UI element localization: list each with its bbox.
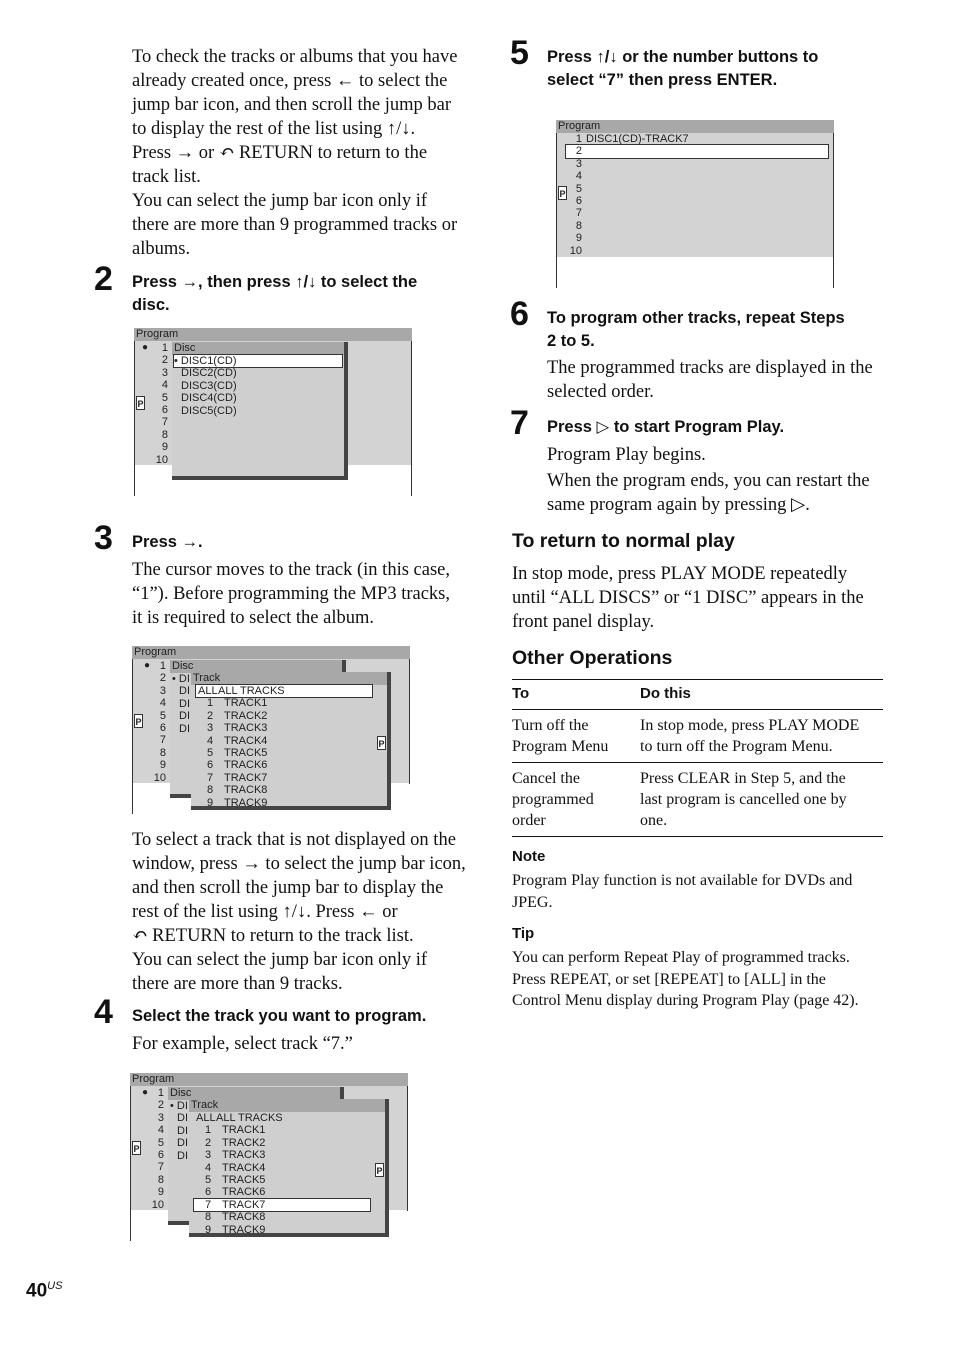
track-panel: Track ALLALL TRACKS 1 TRACK1 2 TRACK2 3 TRACK3 4 TRACK4 5 TRACK5 6 TRACK6 7 TRACK7 8 TRACK8 9 TRACK9 P: [191, 672, 391, 810]
osd-program-track7: Program ● 1 2 3 4 5 6 7 8 9 10 P Disc • DI DI DI DI DI Track ALLALL TRACKS 1 TRACK1 2 TRACK2 3 TRACK3 4 TRACK4 5 TRACK5 6 TRACK6 7 TRACK7 8 TRACK8 9 TRACK9 P: [130, 1073, 408, 1241]
step-number: 7: [510, 404, 529, 442]
program-entry[interactable]: 1 DISC1(CD)-TRACK7: [575, 133, 689, 145]
step-title: Press ↑/↓ or the number buttons to select “7” then press ENTER.: [547, 48, 819, 89]
track-item[interactable]: 5 TRACK5: [207, 746, 268, 759]
note-label: Note: [512, 848, 546, 865]
disc-panel: Disc • DI DI DI DI DI: [168, 1087, 344, 1225]
track-item[interactable]: 6 TRACK6: [205, 1186, 266, 1199]
step-body: The programmed tracks are displayed in the selected order.: [547, 358, 873, 402]
track-item[interactable]: ALLALL TRACKS: [196, 1112, 283, 1124]
track-item[interactable]: 2 TRACK2: [207, 709, 268, 722]
operations-table: [512, 679, 883, 837]
disc-panel: Disc • DI DI DI DI DI: [170, 660, 346, 798]
table-row: Cancel the programmed order Press CLEAR in Step 5, and the last program is cancelled one by one.: [512, 763, 883, 837]
step-title: Press →.: [132, 533, 203, 551]
track-item[interactable]: 3 TRACK3: [205, 1149, 266, 1162]
track-item[interactable]: 4 TRACK4: [205, 1161, 266, 1174]
step-number: 6: [510, 295, 529, 333]
step-title: Select the track you want to program.: [132, 1007, 427, 1025]
disc-panel: Disc • DISC1(CD) DISC2(CD) DISC3(CD) DISC4(CD) DISC5(CD): [172, 342, 348, 480]
jump-bar-icon[interactable]: P: [558, 186, 567, 200]
track-item[interactable]: 2 TRACK2: [205, 1136, 266, 1149]
section-heading: To return to normal play: [512, 530, 735, 552]
track-item[interactable]: 9 TRACK9: [205, 1223, 266, 1236]
track-item[interactable]: 3 TRACK3: [207, 722, 268, 735]
track-item[interactable]: 7 TRACK7: [194, 1199, 370, 1211]
program-entry[interactable]: 3: [575, 157, 582, 170]
step-title: Press ▷ to start Program Play.: [547, 418, 785, 436]
track-item[interactable]: 4 TRACK4: [207, 734, 268, 747]
step-number: 5: [510, 34, 529, 72]
bullet-icon: ●: [142, 342, 149, 353]
tip-label: Tip: [512, 925, 535, 942]
program-entry[interactable]: 5: [575, 182, 582, 195]
track-item[interactable]: 1 TRACK1: [205, 1124, 266, 1137]
jump-bar-paragraph: To select a track that is not displayed on the window, press → to select the jump bar icon, and then scroll the jump bar to display the rest of the list using ↑/↓. Press ← or ↶ RETURN to return to the track list. You can select the jump bar icon only if there are more than 9 tracks.: [132, 830, 466, 994]
jump-bar-icon[interactable]: P: [377, 736, 386, 750]
step-body: The cursor moves to the track (in this case, “1”). Before programming the MP3 tracks, it is required to select the album.: [132, 560, 451, 628]
osd-program-disc: Program ● 1 2 3 4 5 6 7 8 9 10 P Disc • DISC1(CD) DISC2(CD) DISC3(CD) DISC4(CD) DISC5(CD): [134, 328, 412, 496]
track-item[interactable]: 5 TRACK5: [205, 1173, 266, 1186]
program-entry[interactable]: 6: [575, 194, 582, 207]
track-panel: Track ALLALL TRACKS 1 TRACK1 2 TRACK2 3 TRACK3 4 TRACK4 5 TRACK5 6 TRACK6 7 TRACK7 8 TRACK8 9 TRACK9 P: [189, 1099, 389, 1237]
bullet-icon: ●: [144, 660, 151, 671]
track-item[interactable]: 9 TRACK9: [207, 796, 268, 809]
track-item[interactable]: 8 TRACK8: [207, 784, 268, 797]
jump-bar-icon[interactable]: P: [134, 714, 143, 728]
note-body: Program Play function is not available for DVDs and JPEG.: [512, 872, 853, 911]
program-entry[interactable]: 2: [566, 145, 828, 157]
jump-bar-icon[interactable]: P: [132, 1141, 141, 1155]
program-entry[interactable]: 9: [575, 232, 582, 245]
tip-body: You can perform Repeat Play of programmed tracks. Press REPEAT, or set [REPEAT] to [ALL] in the Control Menu display during Program Play (page 42).: [512, 949, 859, 1009]
program-numbers: 1 2 3 4 5 6 7 8 9 10: [151, 1087, 164, 1211]
table-row: Turn off the Program Menu In stop mode, press PLAY MODE to turn off the Program Menu.: [512, 710, 883, 763]
track-item[interactable]: ALLALL TRACKS: [196, 685, 372, 697]
program-entry[interactable]: 8: [575, 219, 582, 232]
table-header-do: Do this: [640, 680, 883, 710]
track-item[interactable]: 7 TRACK7: [207, 771, 268, 784]
track-item[interactable]: 8 TRACK8: [205, 1211, 266, 1224]
disc-item[interactable]: DISC3(CD): [181, 379, 237, 392]
bullet-icon: ●: [142, 1087, 149, 1098]
step-title: Press →, then press ↑/↓ to select the disc.: [132, 273, 418, 314]
intro-paragraph: To check the tracks or albums that you have already created once, press ← to select the jump bar icon, and then scroll the jump bar to display the rest of the list using ↑/↓. Press → or ↶ RETURN to return to the track list. You can select the jump bar icon only if there are more than 9 programmed tracks or albums.: [132, 47, 458, 259]
step-number: 2: [94, 260, 113, 298]
track-item[interactable]: 1 TRACK1: [207, 697, 268, 710]
step-number: 3: [94, 519, 113, 557]
table-header-to: To: [512, 680, 640, 710]
program-entry[interactable]: 7: [575, 207, 582, 220]
jump-bar-icon[interactable]: P: [375, 1163, 384, 1177]
step-number: 4: [94, 993, 113, 1031]
page-number: $40^{US}$: [26, 1280, 63, 1302]
disc-item[interactable]: • DISC1(CD): [174, 355, 342, 367]
program-numbers: 1 2 3 4 5 6 7 8 9 10: [153, 660, 166, 784]
step-body: Program Play begins. When the program ends, you can restart the same program again by pressing ▷.: [547, 445, 870, 515]
program-entry[interactable]: 4: [575, 170, 582, 183]
disc-item[interactable]: DISC5(CD): [181, 404, 237, 417]
osd-program-track: Program ● 1 2 3 4 5 6 7 8 9 10 P Disc • DI DI DI DI DI Track ALLALL TRACKS 1 TRACK1 2 TRACK2 3 TRACK3 4 TRACK4 5 TRACK5 6 TRACK6 7 TRACK7 8 TRACK8 9 TRACK9 P: [132, 646, 410, 814]
disc-item[interactable]: DISC4(CD): [181, 392, 237, 405]
step-body: For example, select track “7.”: [132, 1034, 353, 1054]
track-item[interactable]: 6 TRACK6: [207, 759, 268, 772]
program-entry[interactable]: 10: [569, 244, 582, 257]
osd-program-list: Program 1 DISC1(CD)-TRACK7 2 3 4 5 6 7 8 9 10 P: [556, 120, 834, 288]
program-numbers: 1 2 3 4 5 6 7 8 9 10: [155, 342, 168, 466]
section-heading: Other Operations: [512, 647, 673, 669]
disc-item[interactable]: DISC2(CD): [181, 367, 237, 380]
section-body: In stop mode, press PLAY MODE repeatedly until “ALL DISCS” or “1 DISC” appears in the front panel display.: [512, 564, 864, 632]
program-rows: [566, 133, 828, 257]
step-title: To program other tracks, repeat Steps 2 to 5.: [547, 309, 845, 350]
jump-bar-icon[interactable]: P: [136, 396, 145, 410]
